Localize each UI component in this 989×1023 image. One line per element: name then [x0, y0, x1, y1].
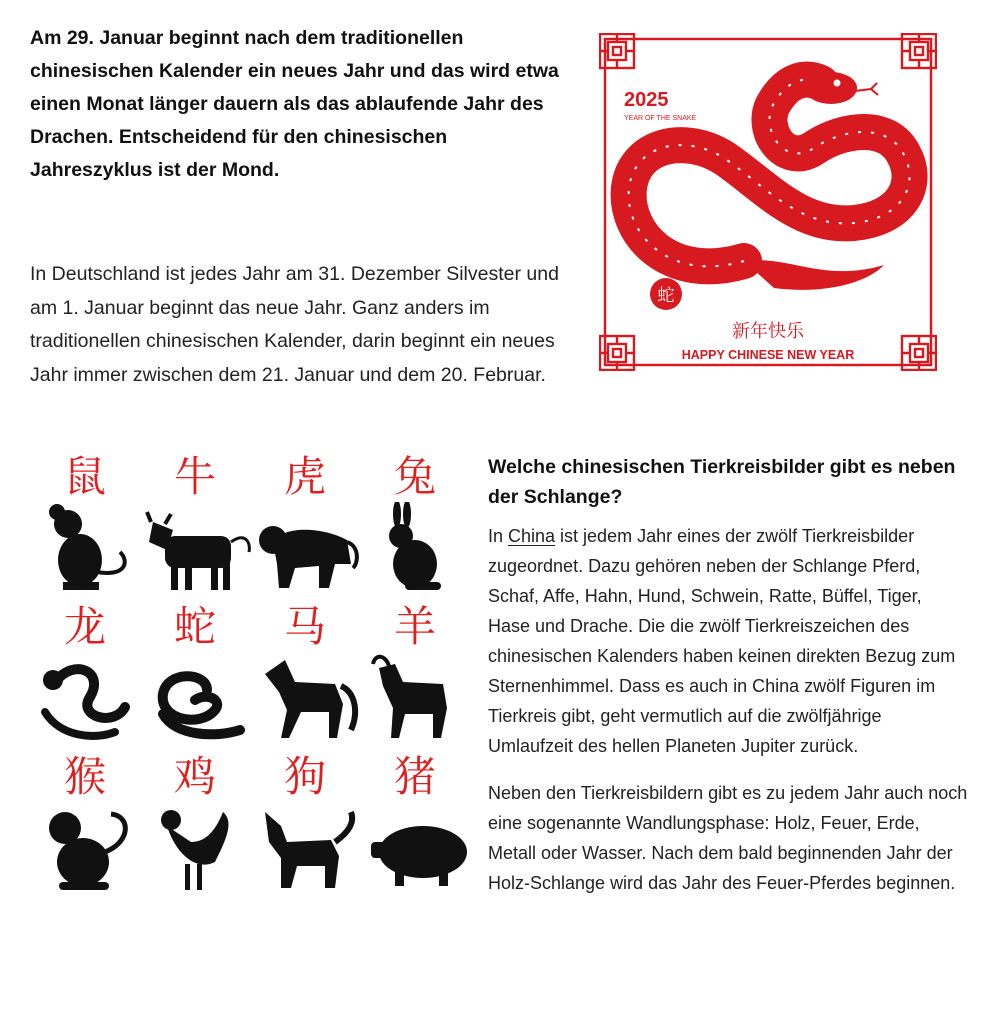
article-section: [488, 452, 968, 898]
rat-icon: [35, 502, 135, 594]
dog-icon: [255, 802, 365, 894]
zodiac-character: 蛇: [173, 602, 216, 651]
seal-character: 蛇: [657, 286, 675, 306]
zodiac-dog: [250, 752, 360, 902]
china-link[interactable]: China: [508, 526, 556, 546]
zodiac-monkey: [30, 752, 140, 902]
card-year: 2025: [624, 89, 669, 111]
ox-icon: [145, 502, 255, 594]
zodiac-character: 羊: [393, 602, 436, 651]
zodiac-rat: [30, 452, 140, 602]
zodiac-character: 猪: [393, 752, 436, 801]
p1-text-after: ist jedem Jahr eines der zwölf Tierkreisbilder zugeordnet. Dazu gehören neben der Schlange Pferd, Schaf, Affe, Hahn, Hund, Schwein, Ratte, Büffel, Tiger, Hase und Drache. Die die zwölf Tierkreiszeichen des chinesischen Kalenders haben keinen direkten Bezug zum Sternenhimmel. Dass es auch in China zwölf Figuren im Tierkreis gibt, geht vermutlich auf die zwölfjährige Umlaufzeit des hellen Planeten Jupiter zurück.: [488, 526, 956, 756]
p1-text-before: In: [488, 526, 509, 546]
zodiac-snake: [140, 602, 250, 752]
zodiac-horse: [250, 602, 360, 752]
rabbit-icon: [365, 502, 465, 594]
tiger-icon: [255, 502, 365, 594]
zodiac-rooster: [140, 752, 250, 902]
zodiac-character: 龙: [63, 602, 106, 651]
zodiac-ox: [140, 452, 250, 602]
snake-icon: [145, 652, 245, 744]
lead-paragraph: Am 29. Januar beginnt nach dem traditionellen chinesischen Kalender ein neues Jahr und das wird etwa einen Monat länger dauern als das ablaufende Jahr des Drachen. Entscheidend für den chinesischen Jahreszyklus ist der Mond.: [30, 27, 559, 181]
zodiac-character: 狗: [283, 752, 326, 801]
snake-illustration: [629, 72, 910, 290]
goat-icon: [365, 652, 465, 744]
zodiac-character: 牛: [173, 452, 216, 501]
article-paragraph-1: [488, 521, 968, 761]
intro-paragraph: In Deutschland ist jedes Jahr am 31. Dezember Silvester und am 1. Januar beginnt das neue Jahr. Ganz anders im traditionellen chinesischen Kalender, darin beginnt ein neues Jahr immer zwischen dem 21. Januar und dem 20. Februar.: [30, 263, 559, 386]
zodiac-pig: [360, 752, 470, 902]
greeting-text: HAPPY CHINESE NEW YEAR: [681, 348, 855, 362]
card-artwork: [599, 33, 937, 371]
article-paragraph-2: Neben den Tierkreisbildern gibt es zu jedem Jahr auch noch eine sogenannte Wandlungsphase: Holz, Feuer, Erde, Metall oder Wasser. Nach dem bald beginnenden Jahr der Holz-Schlange wird das Jahr des Feuer-Pferdes beginnen.: [488, 783, 968, 893]
zodiac-rabbit: [360, 452, 470, 602]
chinese-greeting: 新年快乐: [732, 321, 804, 342]
zodiac-character: 兔: [393, 452, 436, 501]
zodiac-dragon: [30, 602, 140, 752]
monkey-icon: [35, 802, 135, 894]
zodiac-character: 马: [283, 602, 326, 651]
zodiac-tiger: [250, 452, 360, 602]
dragon-icon: [35, 652, 135, 744]
rooster-icon: [145, 802, 245, 894]
zodiac-character: 猴: [63, 752, 106, 801]
zodiac-character: 虎: [283, 452, 326, 501]
zodiac-grid: [30, 452, 470, 902]
snake-year-card: [599, 33, 937, 371]
zodiac-character: 鸡: [173, 752, 216, 801]
article-heading: Welche chinesischen Tierkreisbilder gibt es neben der Schlange?: [488, 456, 956, 508]
pig-icon: [365, 802, 475, 894]
zodiac-character: 鼠: [63, 452, 106, 501]
card-year-caption: YEAR OF THE SNAKE: [624, 115, 697, 122]
horse-icon: [255, 652, 365, 744]
zodiac-goat: [360, 602, 470, 752]
